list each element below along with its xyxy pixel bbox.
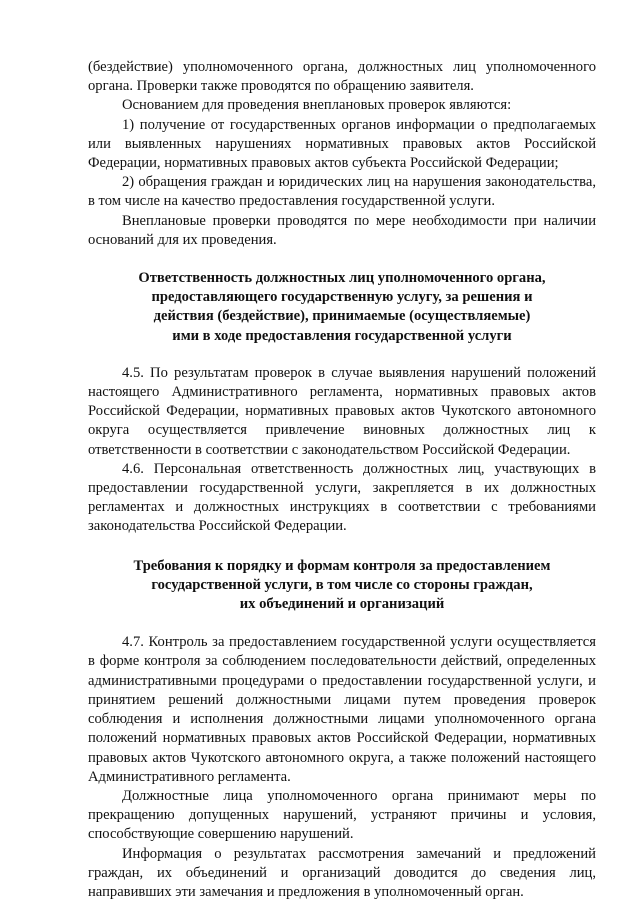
heading-line: Требования к порядку и формам контроля за предоставлением — [133, 557, 551, 574]
heading-line: государственной услуги, в том числе со стороны граждан, — [151, 576, 533, 593]
paragraph-ground-1: 1) получение от государственных органов информации о предполагаемых или выявленных нарушениях нормативных правовых актов Российской Федерации, нормативных правовых актов субъекта Российской Федерации; — [88, 116, 596, 172]
paragraph-4-5: 4.5. По результатам проверок в случае выявления нарушений положений настоящего Административного регламента, нормативных правовых актов Российской Федерации, нормативных правовых актов Чукотского автономного округа осуществляется привлечение виновных должностных лиц к ответственности в соответствии с законодательством Российской Федерации. — [88, 364, 596, 458]
heading-line: действия (бездействие), принимаемые (осуществляемые) — [153, 308, 531, 325]
paragraph-continuation: (бездействие) уполномоченного органа, должностных лиц уполномоченного органа. Проверки также проводятся по обращению заявителя. — [88, 59, 596, 95]
spacer — [88, 537, 596, 557]
paragraph-4-7: 4.7. Контроль за предоставлением государственной услуги осуществляется в форме контроля за соблюдением последовательности действий, определенных административными процедурами о предоставлении государственной услуги, и принятием решений должностными лицами путем проведения проверок соблюдения и исполнения должностными лицами уполномоченного органа положений нормативных правовых актов Российской Федерации, нормативных правовых актов Чукотского автономного округа, а также положений настоящего Административного регламента. — [88, 634, 596, 785]
spacer — [88, 250, 596, 269]
paragraph-results-information: Информация о результатах рассмотрения замечаний и предложений граждан, их объединений и организаций доводится до сведения лиц, направивших эти замечания и предложения в уполномоченный орган. — [88, 845, 596, 900]
section-heading-responsibility — [88, 269, 596, 346]
document-page — [88, 58, 596, 902]
heading-line: Ответственность должностных лиц уполномоченного органа, — [138, 270, 546, 287]
paragraph-unplanned-grounds-intro: Основанием для проведения внеплановых проверок являются: — [122, 97, 512, 114]
paragraph-officials-measures: Должностные лица уполномоченного органа принимают меры по прекращению допущенных нарушений, устраняют причины и условия, способствующие совершению нарушений. — [88, 787, 596, 843]
paragraph-unplanned-as-needed: Внеплановые проверки проводятся по мере необходимости при наличии оснований для их проведения. — [88, 212, 596, 248]
heading-line: предоставляющего государственную услугу, за решения и — [151, 289, 533, 306]
spacer — [88, 346, 596, 364]
heading-line: их объединений и организаций — [239, 596, 445, 613]
section-heading-control-requirements — [88, 557, 596, 615]
paragraph-ground-2: 2) обращения граждан и юридических лиц на нарушения законодательства, в том числе на качество предоставления государственной услуги. — [88, 174, 596, 210]
heading-line: ими в ходе предоставления государственной услуги — [172, 327, 512, 344]
paragraph-4-6: 4.6. Персональная ответственность должностных лиц, участвующих в предоставлении государственной услуги, закрепляется в их должностных регламентах и должностных инструкциях в соответствии с требованиями законодательства Российской Федерации. — [88, 460, 596, 535]
spacer — [88, 614, 596, 633]
